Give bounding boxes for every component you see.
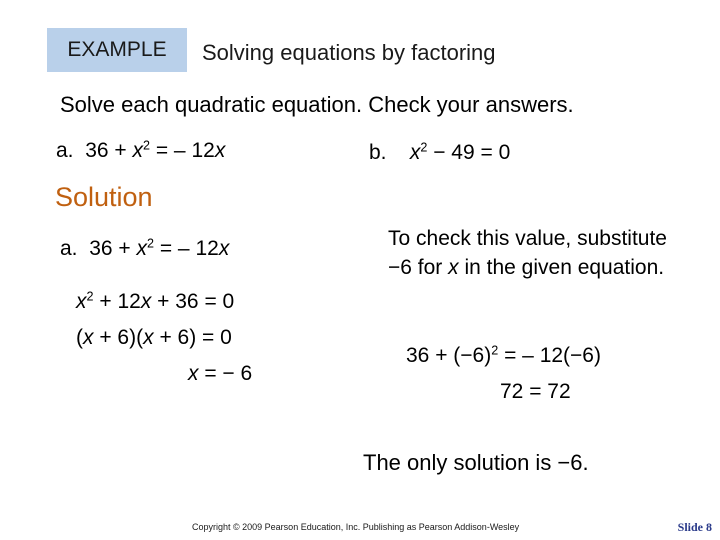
problem-b-exp: 2: [420, 140, 428, 155]
solution-step-4-rhs: = − 6: [198, 362, 253, 385]
solution-step-3: [76, 326, 232, 350]
solution-step-2-var2: x: [140, 290, 152, 313]
check-note-post: in the given equation.: [458, 256, 665, 279]
problem-a: [56, 139, 225, 163]
solution-step-3-mid: + 6)(: [93, 326, 144, 349]
example-label-box: [47, 28, 187, 72]
check-line-1-exp: 2: [491, 343, 499, 358]
problem-a-exp: 2: [142, 138, 150, 153]
problem-a-var2: x: [214, 139, 226, 162]
problem-a-marker: a.: [56, 139, 74, 162]
solution-step-2: [76, 290, 234, 314]
check-line-1-rhs: = – 12(−6): [498, 344, 601, 367]
check-line-2: 72 = 72: [500, 380, 571, 403]
problem-a-rhs: = – 12: [150, 139, 215, 162]
example-title: Solving equations by factoring: [202, 40, 496, 65]
problem-b-var: x: [409, 141, 421, 164]
instruction-text: Solve each quadratic equation. Check your answers.: [60, 92, 574, 117]
solution-step-4: [188, 362, 252, 386]
problem-a-var: x: [132, 139, 143, 162]
solution-step-1: [60, 237, 229, 261]
solution-step-2-var: x: [76, 290, 87, 313]
problem-b: [369, 141, 510, 165]
solution-step-2-term: + 12: [93, 290, 141, 313]
copyright-footer: Copyright © 2009 Pearson Education, Inc. Publishing as Pearson Addison-Wesley: [192, 522, 520, 532]
solution-step-3-open: (: [76, 326, 83, 349]
solution-step-4-var: x: [188, 362, 199, 385]
solution-step-2-rhs: + 36 = 0: [151, 290, 235, 313]
check-line-1-lhs: 36 + (−6): [406, 344, 492, 367]
solution-step-2-exp: 2: [86, 289, 94, 304]
check-note-pre: To check this value, substitute −6 for: [388, 227, 667, 279]
check-note: [388, 224, 668, 282]
solution-step-1-rhs: = – 12: [154, 237, 219, 260]
conclusion-text: The only solution is −6.: [363, 450, 589, 475]
solution-step-1-term: 36 +: [89, 237, 137, 260]
solution-heading: Solution: [55, 182, 153, 212]
check-note-var: x: [448, 256, 459, 279]
solution-step-3-var: x: [83, 326, 94, 349]
example-label: EXAMPLE: [67, 38, 167, 61]
problem-b-marker: b.: [369, 141, 387, 164]
solution-step-3-var2: x: [143, 326, 154, 349]
solution-step-3-close: + 6) = 0: [153, 326, 232, 349]
problem-b-rhs: − 49 = 0: [427, 141, 511, 164]
solution-step-1-marker: a.: [60, 237, 78, 260]
solution-step-1-var: x: [136, 237, 147, 260]
check-line-1: [406, 344, 601, 368]
solution-step-1-exp: 2: [146, 236, 154, 251]
problem-a-term: 36 +: [85, 139, 133, 162]
slide-number: Slide 8: [677, 520, 712, 534]
solution-step-1-var2: x: [218, 237, 230, 260]
